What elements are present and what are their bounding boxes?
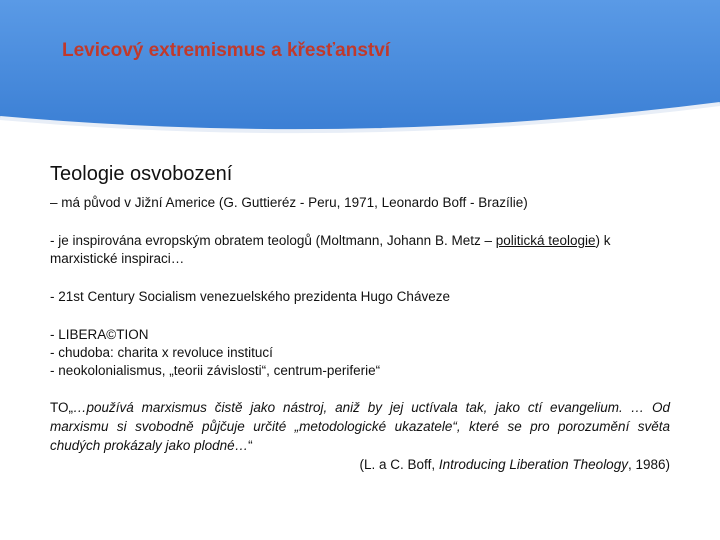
header-banner (0, 0, 720, 150)
citation-title: Introducing Liberation Theology (438, 457, 628, 472)
citation (50, 455, 670, 474)
subtitle: Teologie osvobození (50, 163, 233, 185)
quote (50, 398, 670, 455)
bullet-liberation: - LIBERA©TION (50, 327, 149, 342)
political-theology-link[interactable]: politická teologie (495, 233, 596, 248)
origin-line: – má původ v Jižní Americe (G. Guttieréz - Peru, 1971, Leonardo Boff - Brazílie) (50, 195, 528, 210)
citation-post: , 1986) (627, 457, 670, 472)
inspired-line (50, 232, 670, 268)
citation-pre: (L. a C. Boff, (359, 457, 439, 472)
quote-lead: TO„ (50, 400, 73, 415)
slide-body (50, 163, 670, 474)
bullet-poverty: - chudoba: charita x revoluce institucí (50, 345, 273, 360)
bullet-neocolonialism: - neokolonialismus, „teorii závislosti“, centrum-periferie“ (50, 363, 381, 378)
quote-end: “ (248, 438, 253, 453)
inspired-text: - je inspirována evropským obratem teologů (Moltmann, Johann B. Metz – (50, 233, 496, 248)
socialism-line: - 21st Century Socialism venezuelského prezidenta Hugo Cháveze (50, 289, 450, 304)
slide-title: Levicový extremismus a křesťanství (62, 40, 391, 61)
inspired-tail: ) k marxistické inspiraci… (50, 233, 611, 266)
quote-body: …používá marxismus čistě jako nástroj, aniž by jej uctívala tak, jako ctí evangelium. … Od marxismu si svobodně půjčuje určité „metodologické ukazatele“, které se pro porozumění světa chudých prokázaly jako plodné… (50, 400, 670, 453)
